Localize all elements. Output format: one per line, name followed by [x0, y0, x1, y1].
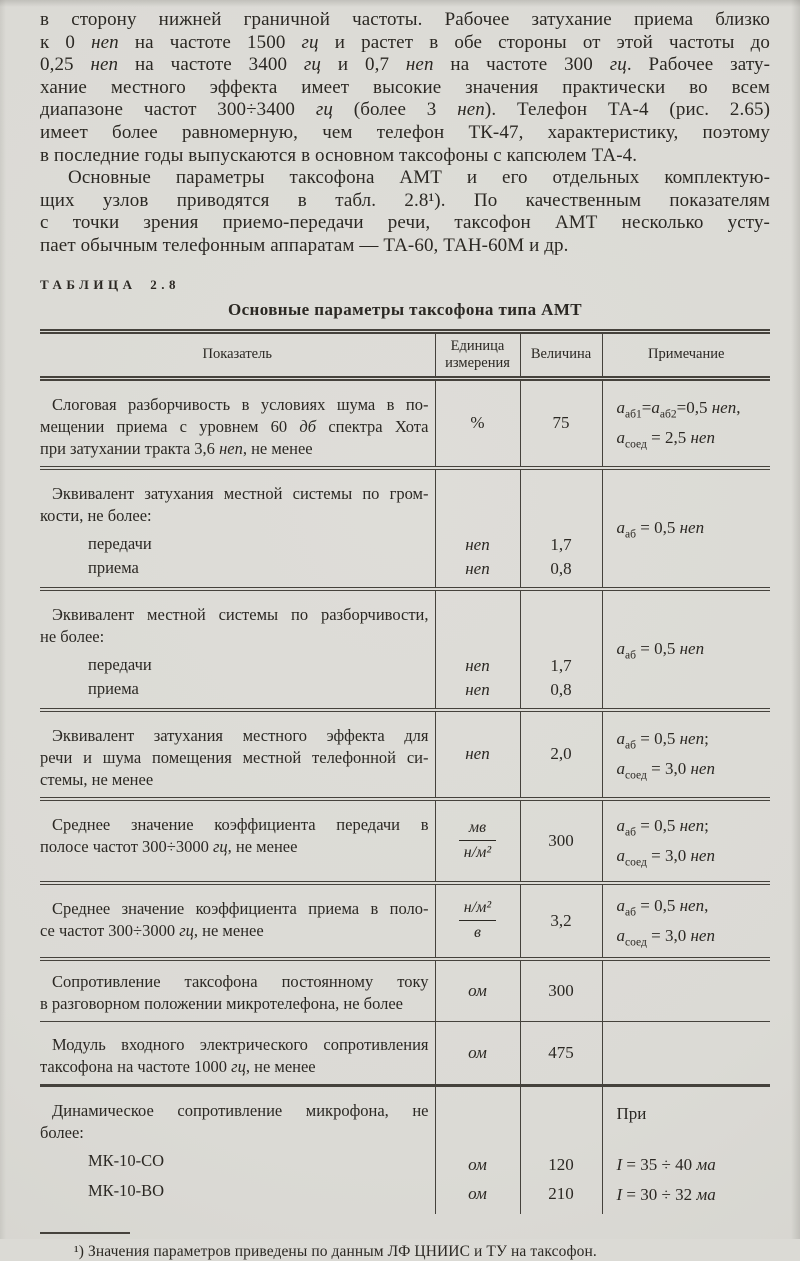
text-line: $a_{соед} = 3,0$ неп: [616, 845, 715, 868]
value-cell: 2,0: [520, 710, 602, 799]
row-label: [40, 394, 429, 460]
unit-cell: ом: [435, 1150, 520, 1180]
row-label: [40, 604, 429, 648]
text-line: Динамическое сопротивление микрофона, не: [52, 1100, 429, 1120]
note-cell: [602, 710, 770, 799]
text-line: $a_{аб} = 0,5$ неп,: [616, 895, 709, 918]
text-line: Среднее значение коэффициента приема в поло-: [52, 898, 429, 918]
table-row: [40, 959, 770, 1022]
paragraph-intro: [40, 9, 770, 167]
value-cell: 1,7: [520, 533, 602, 557]
table-row: [40, 1021, 770, 1085]
value-cell: 300: [520, 799, 602, 883]
text-line: $a_{аб} = 0,5$ неп;: [616, 729, 709, 752]
text-line: речи и шума помещения местной телефонной си-: [40, 747, 429, 767]
unit-cell: %: [435, 378, 520, 468]
text-line: $a_{соед} = 3,0$ неп: [616, 759, 715, 782]
table-header-row: [40, 331, 770, 378]
note-cell: [602, 959, 770, 1022]
text-line: с точки зрения приемо-передачи речи, таксофон АМТ несколько усту-: [40, 212, 770, 234]
value-cell: [520, 1085, 602, 1150]
row-label: [40, 814, 429, 858]
text-line: более:: [40, 1122, 84, 1142]
value-cell: 120: [520, 1150, 602, 1180]
unit-cell: неп: [435, 533, 520, 557]
subitem-label: приема: [88, 678, 139, 698]
row-label: [40, 725, 429, 791]
text-line: пает обычным телефонным аппаратам — ТА-60, ТАН-60М и др.: [40, 234, 569, 256]
text-line: 0,25 неп на частоте 3400 гц и 0,7 неп на частоте 300 гц. Рабочее зату-: [40, 54, 771, 76]
subitem-label: МК-10-СО: [88, 1150, 165, 1170]
value-cell: 75: [520, 378, 602, 468]
unit-cell: ом: [435, 1021, 520, 1085]
row-label: [40, 898, 429, 942]
paragraph-table-reference: [40, 167, 770, 257]
text-line: таксофона на частоте 1000 гц, не менее: [40, 1056, 316, 1076]
note-cell: I = 30 ÷ 32 ма: [602, 1180, 770, 1214]
value-cell: [520, 589, 602, 654]
column-header-unit: Единица измерения: [435, 331, 520, 378]
column-header-value: Величина: [520, 331, 602, 378]
footnote: ¹) Значения параметров приведены по данным ЛФ ЦНИИС и ТУ на таксофон.: [74, 1242, 597, 1260]
unit-cell: [435, 468, 520, 533]
unit-fraction: [459, 819, 496, 862]
text-line: не более:: [40, 626, 105, 646]
table-row: [40, 710, 770, 799]
unit-cell: неп: [435, 557, 520, 589]
text-line: имеет более равномерную, чем телефон ТК-47, характеристику, поэтому: [40, 121, 770, 143]
text-line: диапазоне частот 300÷3400 гц (более 3 неп). Телефон ТА-4 (рис. 2.65): [40, 99, 771, 121]
subitem-label: передачи: [88, 654, 152, 674]
text-line: Основные параметры таксофона АМТ и его отдельных комплектую-: [68, 167, 770, 189]
footnote-rule: [40, 1232, 130, 1234]
fraction-numerator: мв: [459, 819, 496, 841]
text-line: в разговорном положении микротелефона, не более: [40, 993, 403, 1013]
value-cell: 475: [520, 1021, 602, 1085]
note-cell: [602, 883, 770, 959]
table-row: [40, 468, 770, 533]
note-cell: [602, 378, 770, 468]
unit-fraction: [459, 899, 496, 942]
row-label: [40, 483, 429, 527]
fraction-denominator: в: [474, 924, 481, 942]
value-cell: 300: [520, 959, 602, 1022]
note-cell: [602, 799, 770, 883]
text-line: кости, не более:: [40, 505, 152, 525]
value-cell: 1,7: [520, 654, 602, 678]
unit-cell: [435, 589, 520, 654]
text-line: к 0 неп на частоте 1500 гц и растет в обе стороны от этой частоты до: [40, 31, 770, 53]
text-line: $a_{аб1}=a_{аб2}=0,5$ неп,: [616, 398, 741, 421]
text-line: $a_{соед} = 2,5$ неп: [616, 428, 715, 451]
table-number-label: ТАБЛИЦА 2.8: [40, 276, 180, 292]
subitem-label: МК-10-ВО: [88, 1180, 165, 1200]
text-line: Эквивалент затухания местного эффекта для: [52, 725, 429, 745]
value-cell: 0,8: [520, 678, 602, 710]
unit-cell: ом: [435, 1180, 520, 1214]
text-line: Модуль входного электрического сопротивления: [52, 1034, 429, 1054]
text-line: $a_{аб} = 0,5$ неп: [616, 639, 705, 662]
row-label: [40, 1034, 429, 1078]
text-line: $a_{аб} = 0,5$ неп;: [616, 815, 709, 838]
value-cell: 0,8: [520, 557, 602, 589]
text-line: при затухании тракта 3,6 неп, не менее: [40, 438, 313, 458]
column-header-indicator: Показатель: [40, 331, 435, 378]
text-line: в последние годы выпускаются в основном таксофоны с капсюлем ТА-4.: [40, 144, 638, 166]
parameters-table: [40, 329, 770, 1214]
note-cell: [602, 589, 770, 710]
fraction-denominator: н/м²: [463, 844, 492, 862]
note-cell: [602, 1021, 770, 1085]
value-cell: 3,2: [520, 883, 602, 959]
text-line: Сопротивление таксофона постоянному току: [52, 971, 429, 991]
table-row: [40, 883, 770, 959]
unit-cell: неп: [435, 710, 520, 799]
note-cell: При: [602, 1085, 770, 1150]
text-line: Эквивалент местной системы по разборчивости,: [52, 604, 429, 624]
text-line: Слоговая разборчивость в условиях шума в по-: [52, 394, 429, 414]
unit-cell: [435, 799, 520, 883]
unit-cell: [435, 883, 520, 959]
value-cell: 210: [520, 1180, 602, 1214]
text-line: в сторону нижней граничной частоты. Рабочее затухание приема близко: [40, 9, 770, 30]
note-cell: [602, 468, 770, 589]
text-line: хание местного эффекта имеет высокие значения практически во всем: [40, 76, 770, 98]
table-row: [40, 1085, 770, 1150]
row-label: [40, 1100, 429, 1144]
table-row: [40, 589, 770, 654]
note-cell: I = 35 ÷ 40 ма: [602, 1150, 770, 1180]
text-line: стемы, не менее: [40, 769, 154, 789]
unit-cell: [435, 1085, 520, 1150]
text-line: Эквивалент затухания местной системы по гром-: [52, 483, 429, 503]
text-line: щих узлов приводятся в табл. 2.8¹). По качественным показателям: [40, 189, 770, 211]
text-line: се частот 300÷3000 гц, не менее: [40, 920, 264, 940]
text-line: $a_{аб} = 0,5$ неп: [616, 518, 705, 541]
text-line: полосе частот 300÷3000 гц, не менее: [40, 836, 298, 856]
unit-cell: неп: [435, 654, 520, 678]
column-header-note: Примечание: [602, 331, 770, 378]
value-cell: [520, 468, 602, 533]
unit-cell: неп: [435, 678, 520, 710]
unit-cell: ом: [435, 959, 520, 1022]
subitem-label: передачи: [88, 533, 152, 553]
subitem-label: приема: [88, 557, 139, 577]
table-row: [40, 378, 770, 468]
text-line: Среднее значение коэффициента передачи в: [52, 814, 429, 834]
table-subrow: [40, 1180, 770, 1214]
row-label: [40, 971, 429, 1015]
text-line: мещении приема с уровнем 60 дб спектра Хота: [40, 416, 429, 436]
table-row: [40, 799, 770, 883]
table-title: Основные параметры таксофона типа АМТ: [227, 299, 583, 319]
fraction-numerator: н/м²: [459, 899, 496, 921]
table-subrow: [40, 1150, 770, 1180]
text-line: $a_{соед} = 3,0$ неп: [616, 925, 715, 948]
